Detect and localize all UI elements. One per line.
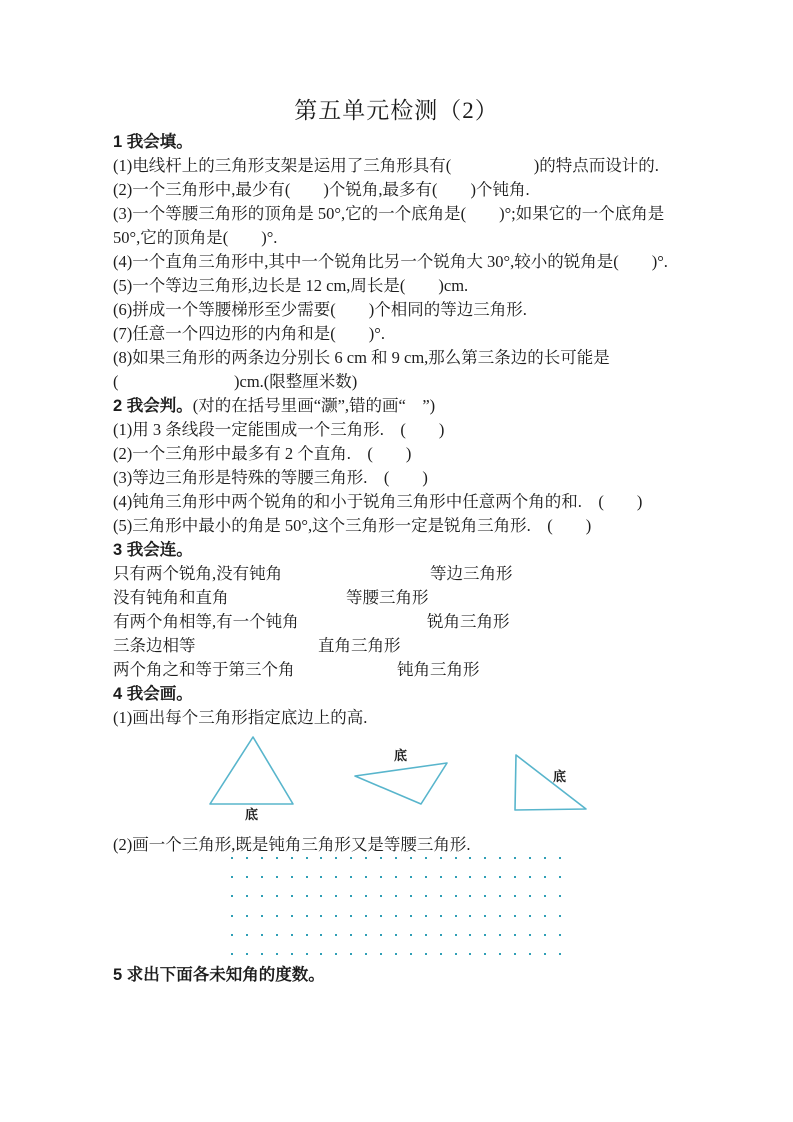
grid-dot [395, 895, 397, 897]
grid-dot [395, 953, 397, 955]
grid-dot [514, 934, 516, 936]
section4-item1: (1)画出每个三角形指定底边上的高. [113, 708, 368, 727]
match-left-2: 没有钝角和直角 [113, 588, 229, 607]
grid-dot [276, 895, 278, 897]
grid-dot [276, 876, 278, 878]
grid-dot [350, 876, 352, 878]
match-right-5: 钝角三角形 [397, 660, 480, 679]
grid-dot [469, 876, 471, 878]
section1-item1: (1)电线杆上的三角形支架是运用了三角形具有( )的特点而设计的. [113, 156, 659, 175]
match-row-3 [113, 610, 673, 634]
grid-dot [410, 953, 412, 955]
grid-dot [544, 915, 546, 917]
section1-item5: (5)一个等边三角形,边长是 12 cm,周长是( )cm. [113, 276, 469, 295]
grid-dot [425, 876, 427, 878]
grid-dot [455, 857, 457, 859]
grid-dot [261, 953, 263, 955]
grid-dot [291, 915, 293, 917]
grid-dot [276, 857, 278, 859]
grid-dot [529, 895, 531, 897]
grid-dot [291, 857, 293, 859]
grid-dot [231, 876, 233, 878]
section1-item8-cont: ( )cm.(限整厘米数) [113, 372, 358, 391]
grid-dot [276, 953, 278, 955]
grid-dot [514, 915, 516, 917]
grid-dot [380, 857, 382, 859]
grid-dot [231, 895, 233, 897]
grid-dot [514, 895, 516, 897]
page-title: 第五单元检测（2） [294, 98, 499, 123]
grid-dot [291, 953, 293, 955]
match-left-3: 有两个角相等,有一个钝角 [113, 612, 299, 631]
grid-dot [514, 953, 516, 955]
section1-item8: (8)如果三角形的两条边分别长 6 cm 和 9 cm,那么第三条边的长可能是 [113, 348, 610, 367]
grid-dot [455, 895, 457, 897]
section1-item4: (4)一个直角三角形中,其中一个锐角比另一个锐角大 30°,较小的锐角是( )°. [113, 252, 668, 271]
grid-dot [365, 857, 367, 859]
grid-dot [306, 915, 308, 917]
grid-dot [231, 857, 233, 859]
grid-dot [306, 857, 308, 859]
section5-heading: 5 求出下面各未知角的度数。 [113, 966, 325, 984]
grid-dot [291, 934, 293, 936]
section2-item1: (1)用 3 条线段一定能围成一个三角形. ( ) [113, 420, 445, 439]
section1-heading: 1 我会填。 [113, 133, 193, 151]
grid-dot [544, 953, 546, 955]
grid-dot [484, 953, 486, 955]
grid-dot [395, 915, 397, 917]
grid-dot [276, 915, 278, 917]
grid-dot [261, 857, 263, 859]
match-row-2 [113, 586, 673, 610]
grid-dot [410, 934, 412, 936]
grid-dot [261, 915, 263, 917]
grid-dot [440, 953, 442, 955]
grid-dot [410, 895, 412, 897]
base-label-3: 底 [553, 769, 567, 784]
grid-dot [395, 876, 397, 878]
grid-dot [335, 915, 337, 917]
grid-dot [320, 895, 322, 897]
grid-dot [246, 915, 248, 917]
section4-item2: (2)画一个三角形,既是钝角三角形又是等腰三角形. [113, 835, 471, 854]
grid-dot [529, 857, 531, 859]
grid-dot [484, 915, 486, 917]
section4-heading: 4 我会画。 [113, 685, 193, 703]
grid-dot [231, 953, 233, 955]
grid-dot [425, 953, 427, 955]
grid-dot [276, 934, 278, 936]
grid-dot [350, 934, 352, 936]
grid-dot [559, 857, 561, 859]
grid-dot [231, 915, 233, 917]
match-row-5 [113, 658, 673, 682]
match-left-4: 三条边相等 [113, 636, 196, 655]
dot-grid [231, 856, 571, 956]
grid-dot [455, 876, 457, 878]
grid-dot [380, 953, 382, 955]
section3-heading: 3 我会连。 [113, 541, 193, 559]
grid-dot [455, 953, 457, 955]
grid-dot [544, 876, 546, 878]
grid-dot [365, 934, 367, 936]
grid-dot [306, 876, 308, 878]
grid-dot [514, 857, 516, 859]
grid-dot [246, 934, 248, 936]
grid-dot [544, 895, 546, 897]
grid-dot [335, 876, 337, 878]
grid-dot [514, 876, 516, 878]
grid-dot [410, 915, 412, 917]
grid-dot [306, 895, 308, 897]
match-row-1 [113, 562, 673, 586]
grid-dot [365, 876, 367, 878]
section1-item3: (3)一个等腰三角形的顶角是 50°,它的一个底角是( )°;如果它的一个底角是 [113, 204, 665, 223]
grid-dot [365, 895, 367, 897]
grid-dot [261, 934, 263, 936]
grid-dot [499, 934, 501, 936]
grid-dot [246, 953, 248, 955]
grid-dot [320, 953, 322, 955]
grid-dot [499, 876, 501, 878]
match-row-4 [113, 634, 673, 658]
match-right-1: 等边三角形 [430, 564, 513, 583]
grid-dot [410, 857, 412, 859]
grid-dot [499, 895, 501, 897]
section1-item6: (6)拼成一个等腰梯形至少需要( )个相同的等边三角形. [113, 300, 527, 319]
grid-dot [291, 876, 293, 878]
section2-heading-note: (对的在括号里画“灏”,错的画“ ”) [192, 396, 436, 415]
grid-dot [499, 857, 501, 859]
grid-dot [350, 953, 352, 955]
grid-dot [544, 934, 546, 936]
grid-dot [440, 895, 442, 897]
match-left-1: 只有两个锐角,没有钝角 [113, 564, 283, 583]
grid-dot [469, 934, 471, 936]
grid-dot [440, 857, 442, 859]
grid-dot [335, 934, 337, 936]
grid-dot [440, 934, 442, 936]
section1-item3-cont: 50°,它的顶角是( )°. [113, 228, 278, 247]
grid-dot [335, 953, 337, 955]
grid-dot [559, 934, 561, 936]
grid-dot [529, 876, 531, 878]
grid-dot [320, 915, 322, 917]
grid-dot [425, 857, 427, 859]
section2-heading [113, 394, 435, 418]
grid-dot [440, 915, 442, 917]
grid-dot [335, 857, 337, 859]
grid-dot [246, 876, 248, 878]
grid-dot [231, 934, 233, 936]
section2-heading-number: 2 我会判。 [113, 397, 193, 415]
grid-dot [469, 895, 471, 897]
grid-dot [350, 857, 352, 859]
grid-dot [380, 895, 382, 897]
grid-dot [425, 915, 427, 917]
grid-dot [320, 934, 322, 936]
section2-item4: (4)钝角三角形中两个锐角的和小于锐角三角形中任意两个角的和. ( ) [113, 492, 643, 511]
grid-dot [365, 915, 367, 917]
grid-dot [410, 876, 412, 878]
grid-dot [484, 895, 486, 897]
section2-item2: (2)一个三角形中最多有 2 个直角. ( ) [113, 444, 412, 463]
grid-dot [350, 915, 352, 917]
match-right-2: 等腰三角形 [346, 588, 429, 607]
grid-dot [529, 915, 531, 917]
grid-dot [484, 934, 486, 936]
grid-dot [246, 895, 248, 897]
grid-dot [425, 934, 427, 936]
section2-item3: (3)等边三角形是特殊的等腰三角形. ( ) [113, 468, 428, 487]
grid-dot [261, 876, 263, 878]
grid-dot [365, 953, 367, 955]
grid-dot [559, 895, 561, 897]
grid-dot [529, 934, 531, 936]
grid-dot [380, 915, 382, 917]
grid-dot [455, 934, 457, 936]
base-label-1: 底 [245, 807, 259, 822]
match-right-4: 直角三角形 [318, 636, 401, 655]
grid-dot [320, 876, 322, 878]
grid-dot [380, 934, 382, 936]
grid-dot [559, 953, 561, 955]
grid-dot [544, 857, 546, 859]
grid-dot [350, 895, 352, 897]
section2-item5: (5)三角形中最小的角是 50°,这个三角形一定是锐角三角形. ( ) [113, 516, 592, 535]
match-right-3: 锐角三角形 [427, 612, 510, 631]
grid-dot [291, 895, 293, 897]
grid-dot [335, 895, 337, 897]
grid-dot [529, 953, 531, 955]
grid-dot [455, 915, 457, 917]
grid-dot [469, 953, 471, 955]
grid-dot [469, 857, 471, 859]
grid-dot [395, 934, 397, 936]
grid-dot [380, 876, 382, 878]
triangle-3 [515, 755, 586, 810]
grid-dot [306, 934, 308, 936]
grid-dot [246, 857, 248, 859]
grid-dot [261, 895, 263, 897]
triangle-1 [210, 737, 293, 804]
grid-dot [425, 895, 427, 897]
grid-dot [484, 857, 486, 859]
grid-dot [469, 915, 471, 917]
grid-dot [484, 876, 486, 878]
section1-item7: (7)任意一个四边形的内角和是( )°. [113, 324, 385, 343]
grid-dot [499, 915, 501, 917]
grid-dot [306, 953, 308, 955]
grid-dot [440, 876, 442, 878]
grid-dot [559, 876, 561, 878]
triangle-2 [355, 763, 447, 804]
section1-item2: (2)一个三角形中,最少有( )个锐角,最多有( )个钝角. [113, 180, 530, 199]
grid-dot [559, 915, 561, 917]
match-left-5: 两个角之和等于第三个角 [113, 660, 295, 679]
grid-dot [395, 857, 397, 859]
grid-dot [499, 953, 501, 955]
base-label-2: 底 [394, 748, 408, 763]
grid-dot [320, 857, 322, 859]
